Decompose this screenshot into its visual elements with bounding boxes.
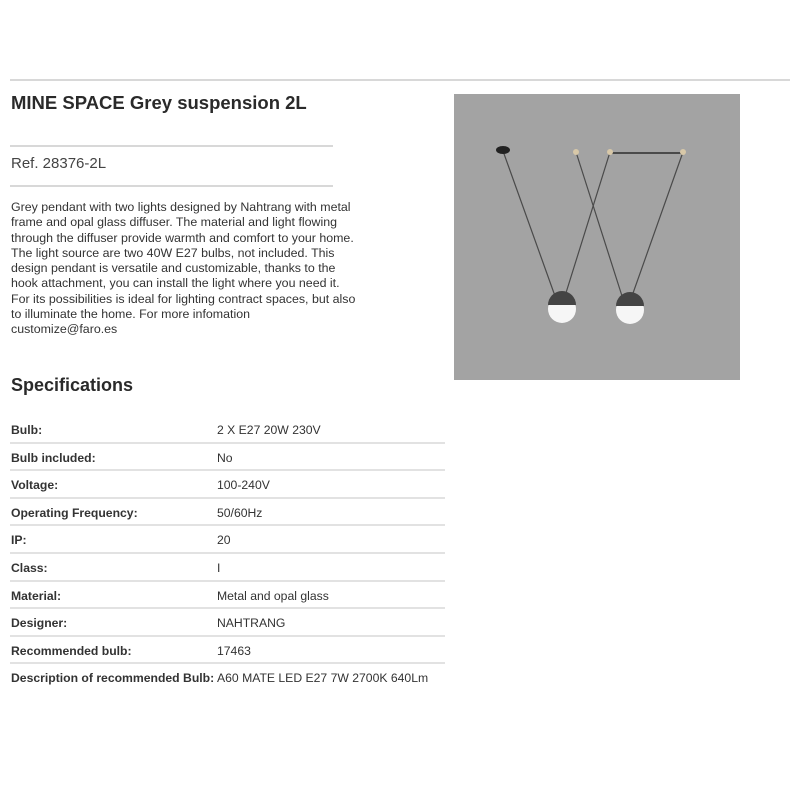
spec-label: Bulb included: xyxy=(11,450,96,465)
pendant-lamp-illustration xyxy=(454,94,740,380)
spec-value: 50/60Hz xyxy=(217,505,263,520)
spec-value: 20 xyxy=(217,533,231,548)
spec-row xyxy=(10,444,445,472)
spec-row xyxy=(10,582,445,610)
spec-value: A60 MATE LED E27 7W 2700K 640Lm xyxy=(217,671,429,686)
product-description: Grey pendant with two lights designed by Nahtrang with metal frame and opal glass diffuser. The material and light flowing through the diffuser provide warmth and comfort to your home. The light source are two 40W E27 bulbs, not included. This design pendant is versatile and customizable, thanks to the hook attachment, you can install the light where you need it. For its possibilities is ideal for lighting contract spaces, but also to illuminate the home. For more infomation customize@faro.es xyxy=(11,200,356,337)
title-divider xyxy=(10,145,333,147)
product-title: MINE SPACE Grey suspension 2L xyxy=(11,92,307,113)
spec-label: Class: xyxy=(11,560,48,575)
spec-label: Bulb: xyxy=(11,423,43,437)
spec-value: I xyxy=(217,560,221,575)
spec-row xyxy=(10,554,445,582)
spec-row xyxy=(10,499,445,527)
spec-label: Voltage: xyxy=(11,478,59,493)
spec-row xyxy=(10,471,445,499)
spec-value: 2 X E27 20W 230V xyxy=(217,423,321,437)
spec-label: Recommended bulb: xyxy=(11,643,132,658)
spec-value: 17463 xyxy=(217,643,251,658)
specifications-table xyxy=(10,416,445,708)
ref-divider xyxy=(10,185,333,187)
specifications-heading: Specifications xyxy=(11,375,134,395)
spec-value: Metal and opal glass xyxy=(217,588,329,603)
product-image xyxy=(454,94,740,380)
spec-label: Operating Frequency: xyxy=(11,505,138,520)
spec-row xyxy=(10,664,445,708)
spec-value: No xyxy=(217,450,233,465)
spec-row xyxy=(10,637,445,665)
spec-label: IP: xyxy=(11,533,27,548)
spec-row xyxy=(10,416,445,444)
spec-row xyxy=(10,609,445,637)
spec-row xyxy=(10,526,445,554)
spec-value: 100-240V xyxy=(217,478,270,493)
spec-label: Designer: xyxy=(11,616,68,631)
spec-label: Description of recommended Bulb: xyxy=(11,671,215,686)
product-reference: Ref. 28376-2L xyxy=(11,155,107,172)
spec-label: Material: xyxy=(11,588,62,603)
top-divider xyxy=(10,79,790,81)
spec-value: NAHTRANG xyxy=(217,616,286,631)
